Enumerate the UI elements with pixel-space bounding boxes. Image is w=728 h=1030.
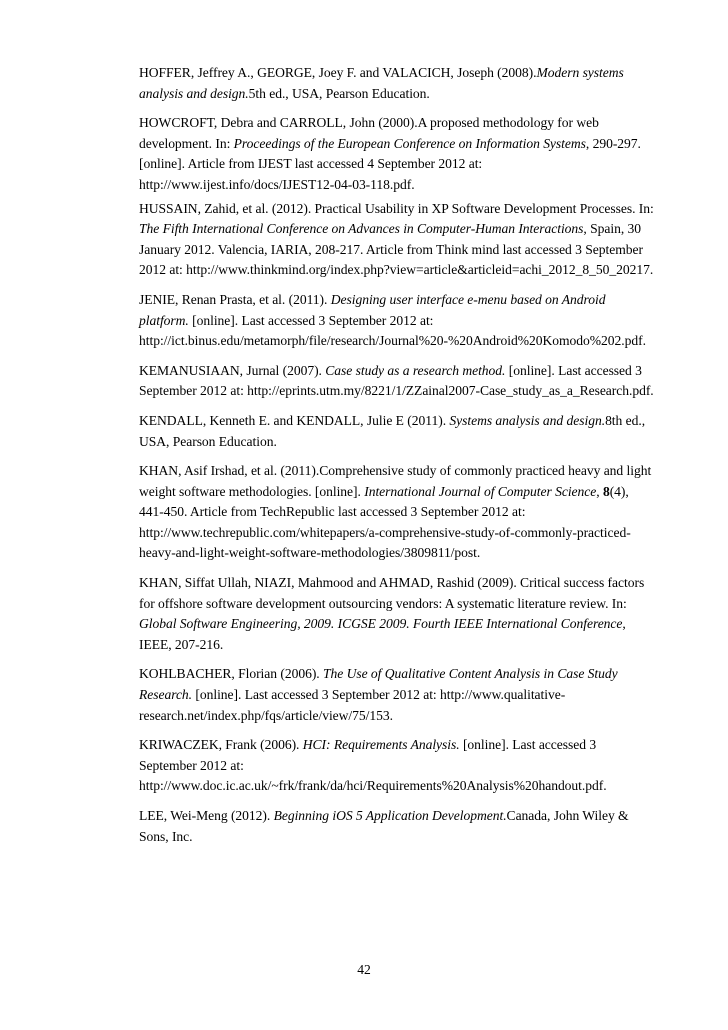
- reference-text: [online]. Last accessed 3 September 2012 at: http://eprints.utm.my/8221/1/ZZainal2007-Case_study_as_a_Research.pdf.: [139, 362, 654, 399]
- reference-entry: [139, 573, 655, 655]
- reference-title: Modern systems analysis and design.: [139, 65, 624, 101]
- reference-text: KRIWACZEK, Frank (2006).: [139, 737, 303, 753]
- reference-entry: [139, 290, 655, 352]
- reference-text: HOWCROFT, Debra and CARROLL, John (2000).A proposed methodology for web development. In:: [139, 115, 599, 151]
- reference-text: ,: [596, 483, 603, 499]
- reference-text: Canada, John Wiley & Sons, Inc.: [139, 808, 629, 844]
- reference-title: Proceedings of the European Conference on Information Systems: [233, 135, 586, 151]
- reference-entry: [139, 113, 655, 195]
- reference-text: [online]. Last accessed 3 September 2012 at: http://www.qualitative-research.net/index.php/fqs/article/view/75/153.: [139, 687, 566, 723]
- reference-title: Beginning iOS 5 Application Development.: [273, 808, 507, 823]
- reference-title: The Use of Qualitative Content Analysis in Case Study Research.: [139, 666, 618, 703]
- reference-text: , IEEE, 207-216.: [139, 616, 626, 652]
- reference-title: HCI: Requirements Analysis.: [302, 737, 460, 753]
- reference-volume: 8: [602, 483, 610, 499]
- reference-text: , 290-297. [online]. Article from IJEST last accessed 4 September 2012 at: http://www.ijest.info/docs/IJEST12-04-03-118.pdf.: [139, 135, 641, 192]
- reference-entry: [139, 664, 655, 726]
- reference-text: (4), 441-450. Article from TechRepublic last accessed 3 September 2012 at: http://www.techrepublic.com/whitepapers/a-comprehensive-study-of-commonly-practiced-heavy-and-light-weight-software-methodologies/3809811/post.: [139, 483, 631, 561]
- page-number: 42: [357, 962, 371, 977]
- reference-entry: [139, 735, 655, 797]
- reference-title: Global Software Engineering, 2009. ICGSE 2009. Fourth IEEE International Conference: [139, 616, 623, 632]
- reference-text: [online]. Last accessed 3 September 2012 at: http://ict.binus.edu/metamorph/file/research/Journal%20-%20Android%20Komodo%202.pdf.: [139, 312, 646, 349]
- reference-title: International Journal of Computer Science: [364, 483, 597, 499]
- reference-text: KENDALL, Kenneth E. and KENDALL, Julie E (2011).: [139, 412, 450, 428]
- reference-entry: [139, 806, 655, 847]
- reference-title: Designing user interface e-menu based on Android platform.: [139, 291, 606, 328]
- reference-title: Case study as a research method.: [325, 362, 506, 378]
- reference-text: LEE, Wei-Meng (2012).: [139, 808, 274, 823]
- reference-entry: [139, 461, 655, 564]
- reference-entry: [139, 411, 655, 452]
- reference-text: 8th ed., USA, Pearson Education.: [139, 412, 646, 449]
- reference-text: KOHLBACHER, Florian (2006).: [139, 666, 323, 682]
- reference-list: [139, 63, 655, 856]
- reference-text: KEMANUSIAAN, Jurnal (2007).: [139, 362, 326, 378]
- reference-title: Systems analysis and design.: [449, 412, 606, 428]
- reference-title: The Fifth International Conference on Advances in Computer-Human Interactions: [139, 221, 584, 237]
- reference-text: 5th ed., USA, Pearson Education.: [248, 85, 430, 101]
- reference-entry: [139, 63, 655, 104]
- reference-text: [online]. Last accessed 3 September 2012 at: http://www.doc.ic.ac.uk/~frk/frank/da/hci/Requirements%20Analysis%20handout.pdf.: [139, 737, 607, 794]
- reference-entry: [139, 361, 655, 402]
- reference-text: , Spain, 30 January 2012. Valencia, IARIA, 208-217. Article from Think mind last accessed 3 September 2012 at: http://www.thinkmind.org/index.php?view=article&articleid=achi_2012_8_50_20217.: [139, 221, 654, 278]
- reference-text: HUSSAIN, Zahid, et al. (2012). Practical Usability in XP Software Development Processes. In:: [139, 200, 654, 216]
- reference-text: KHAN, Siffat Ullah, NIAZI, Mahmood and AHMAD, Rashid (2009). Critical success factors for offshore software development outsourcing vendors: A systematic literature review. In:: [139, 575, 645, 611]
- reference-text: KHAN, Asif Irshad, et al. (2011).Comprehensive study of commonly practiced heavy and light weight software methodologies. [online].: [139, 463, 652, 499]
- reference-text: JENIE, Renan Prasta, et al. (2011).: [139, 291, 331, 307]
- reference-entry: [139, 199, 655, 281]
- reference-text: HOFFER, Jeffrey A., GEORGE, Joey F. and VALACICH, Joseph (2008).: [139, 65, 537, 80]
